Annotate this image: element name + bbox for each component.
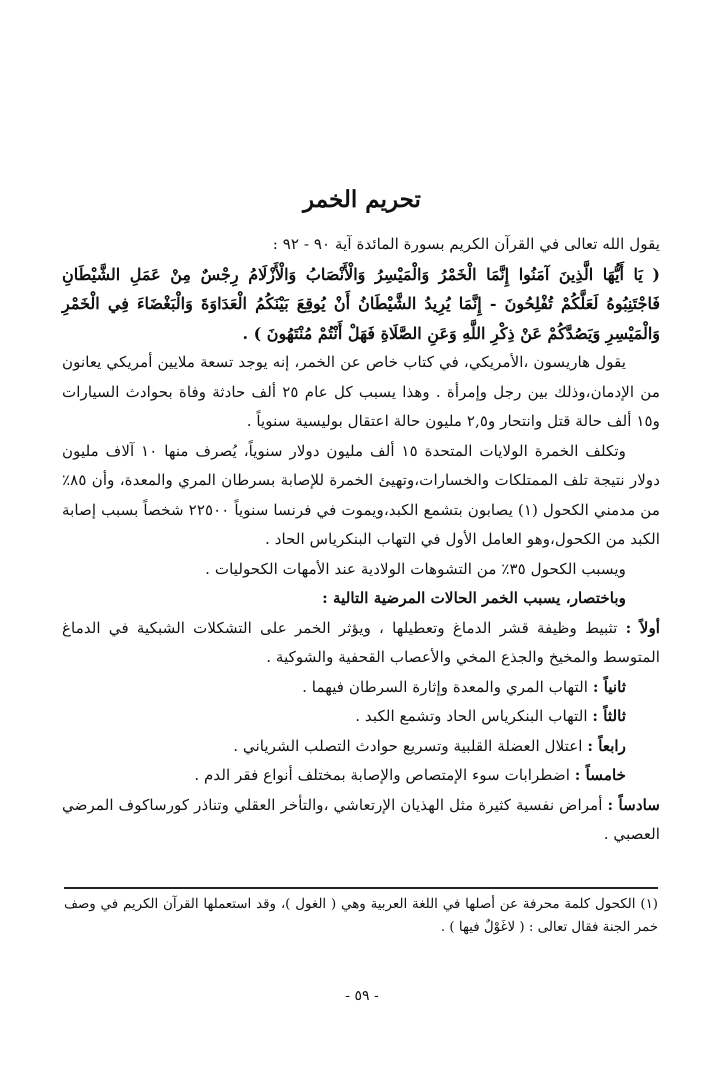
list-item-text: أمراض نفسية كثيرة مثل الهذيان الإرتعاشي ،والتأخر العقلي وتناذر كورساكوف المرضي العصبي . [62, 795, 660, 843]
list-heading: وباختصار، يسبب الخمر الحالات المرضية التالية : [322, 589, 626, 607]
paragraph-1: يقول هاريسون ،الأمريكي، في كتاب خاص عن الخمر، إنه يوجد تسعة ملايين أمريكي يعانون من الإدمان،وذلك بين رجل وإمرأة . وهذا يسبب كل عام ٢٥ ألف حادثة وفاة بحوادث السيارات و١٥ ألف حالة قتل وانتحار و٢,٥ مليون حالة اعتقال بوليسية سنوياً . [62, 353, 660, 430]
list-item-label: ثانياً : [592, 677, 626, 696]
page-number: - ٥٩ - [345, 988, 379, 1004]
paragraph-3: ويسبب الكحول ٣٥٪ من التشوهات الولادية عند الأمهات الكحوليات . [205, 559, 626, 578]
intro-line: يقول الله تعالى في القرآن الكريم بسورة المائدة آية ٩٠ - ٩٢ : [272, 235, 660, 253]
list-item-label: سادساً : [607, 795, 660, 814]
list-item-2 [62, 673, 660, 703]
footnote: (١) الكحول كلمة محرفة عن أصلها في اللغة العربية وهي ( الغول )، وقد استعملها القرآن الكريم في وصف خمر الجنة فقال تعالى : ( لاغَوْلٌ فيها ) . [64, 897, 658, 935]
list-item-4 [62, 732, 660, 762]
list-item-1 [62, 614, 660, 673]
list-item-text: التهاب البنكرياس الحاد وتشمع الكبد . [355, 707, 593, 725]
list-item-text: اضطرابات سوء الإمتصاص والإصابة بمختلف أنواع فقر الدم . [194, 766, 575, 784]
list-item-label: خامساً : [574, 766, 626, 784]
list-item-text: اعتلال العضلة القلبية وتسريع حوادث التصلب الشرياني . [233, 736, 588, 755]
list-item-label: ثالثاً : [592, 707, 626, 725]
list-item-text: تثبيط وظيفة قشر الدماغ وتعطيلها ، ويؤثر الخمر على التشكلات الشبكية في الدماغ المتوسط والمخيخ والجذع المخي والأعصاب القحفية والشوكية . [62, 618, 660, 666]
footnote-divider [64, 887, 658, 889]
quran-verse: ( يَا أَيُّهَا الَّذِينَ آمَنُوا إِنَّمَا الْخَمْرُ وَالْمَيْسِرُ وَالْأَنْصَابُ وَالْأَزْلَامُ رِجْسٌ مِنْ عَمَلِ الشَّيْطَانِ فَاجْتَنِبُوهُ لَعَلَّكُمْ تُفْلِحُونَ - إِنَّمَا يُرِيدُ الشَّيْطَانُ أَنْ يُوقِعَ بَيْنَكُمُ الْعَدَاوَةَ وَالْبَغْضَاءَ فِي الْخَمْرِ وَالْمَيْسِرِ وَيَصُدَّكُمْ عَنْ ذِكْرِ اللَّهِ وَعَنِ الصَّلَاةِ فَهَلْ أَنْتُمْ مُنْتَهُونَ ) . [62, 264, 661, 343]
list-item-5 [62, 761, 660, 791]
list-item-text: التهاب المري والمعدة وإثارة السرطان فيهما . [302, 677, 593, 696]
list-item-label: أولاً : [625, 618, 661, 637]
list-item-6 [62, 791, 660, 850]
page-title: تحريم الخمر [303, 186, 421, 213]
list-item-3 [62, 702, 660, 732]
main-text [62, 230, 660, 850]
paragraph-2: وتكلف الخمرة الولايات المتحدة ١٥ ألف مليون دولار سنوياً، يُصرف منها ١٠ آلاف مليون دولار نتيجة تلف الممتلكات والخسارات،وتهيئ الخمرة للإصابة بسرطان المري والمعدة، وأن ٨٥٪ من مدمني الكحول (١) يصابون بتشمع الكبد،ويموت في فرنسا سنوياً ٢٢٥٠٠ شخصاً بسبب إصابة الكبد من الكحول،وهو العامل الأول في التهاب البنكرياس الحاد . [62, 441, 660, 548]
list-item-label: رابعاً : [587, 736, 626, 755]
